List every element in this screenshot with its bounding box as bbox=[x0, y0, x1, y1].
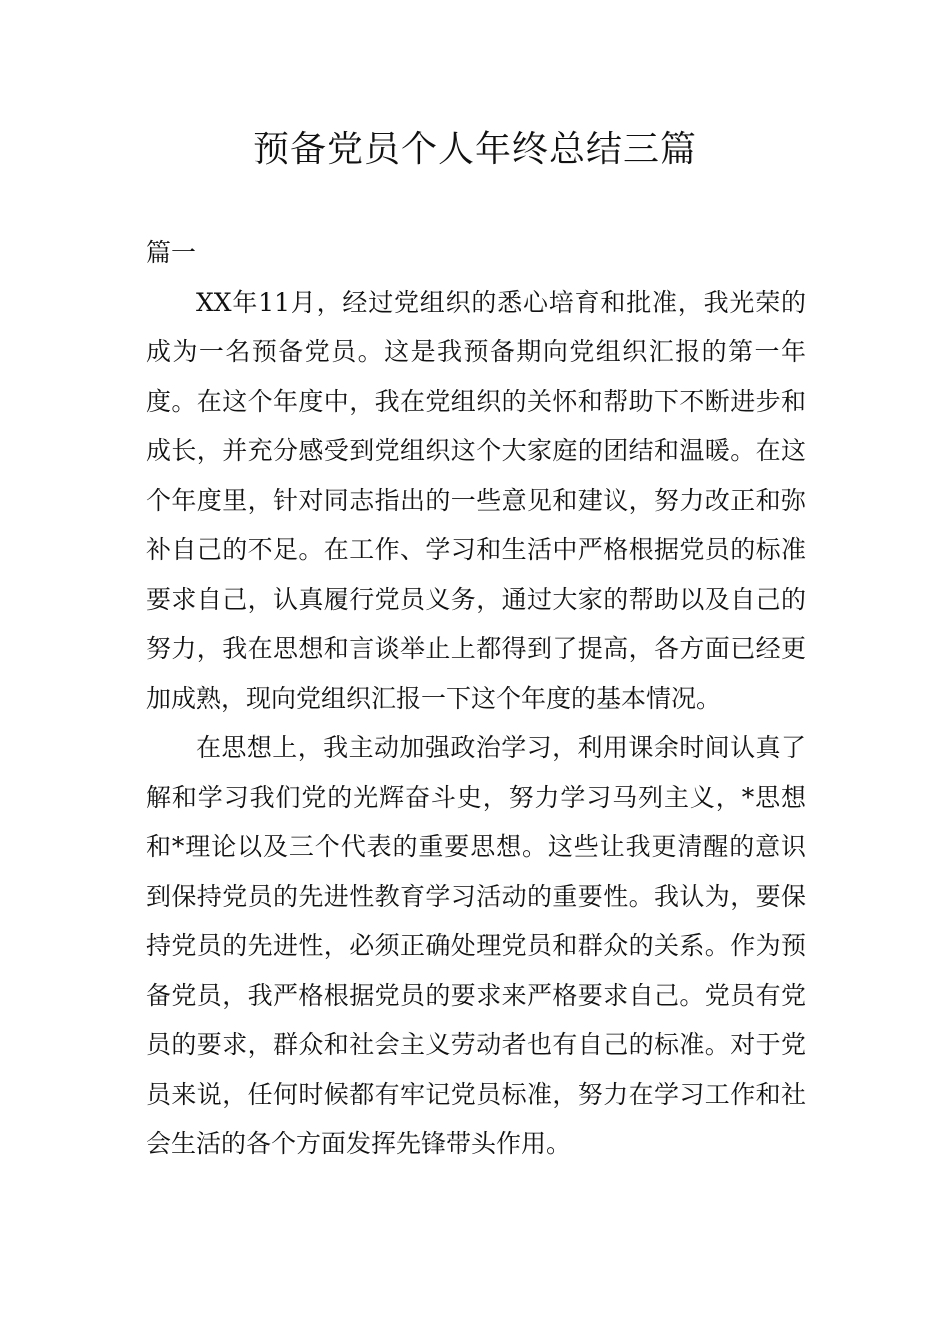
paragraph-1: XX年11月，经过党组织的悉心培育和批准，我光荣的成为一名预备党员。这是我预备期向党组织汇报的第一年度。在这个年度中，我在党组织的关怀和帮助下不断进步和成长，并充分感受到党组织这个大家庭的团结和温暖。在这个年度里，针对同志指出的一些意见和建议，努力改正和弥补自己的不足。在工作、学习和生活中严格根据党员的标准要求自己，认真履行党员义务，通过大家的帮助以及自己的努力，我在思想和言谈举止上都得到了提高，各方面已经更加成熟，现向党组织汇报一下这个年度的基本情况。 bbox=[146, 287, 806, 713]
paragraph-2: 在思想上，我主动加强政治学习，利用课余时间认真了解和学习我们党的光辉奋斗史，努力学习马列主义，*思想和*理论以及三个代表的重要思想。这些让我更清醒的意识到保持党员的先进性教育学习活动的重要性。我认为，要保持党员的先进性，必须正确处理党员和群众的关系。作为预备党员，我严格根据党员的要求来严格要求自己。党员有党员的要求，群众和社会主义劳动者也有自己的标准。对于党员来说，任何时候都有牢记党员标准，努力在学习工作和社会生活的各个方面发挥先锋带头作用。 bbox=[146, 733, 806, 1158]
section-label: 篇一 bbox=[146, 238, 197, 267]
page-title: 预备党员个人年终总结三篇 bbox=[252, 129, 697, 170]
document-body bbox=[146, 228, 806, 1169]
